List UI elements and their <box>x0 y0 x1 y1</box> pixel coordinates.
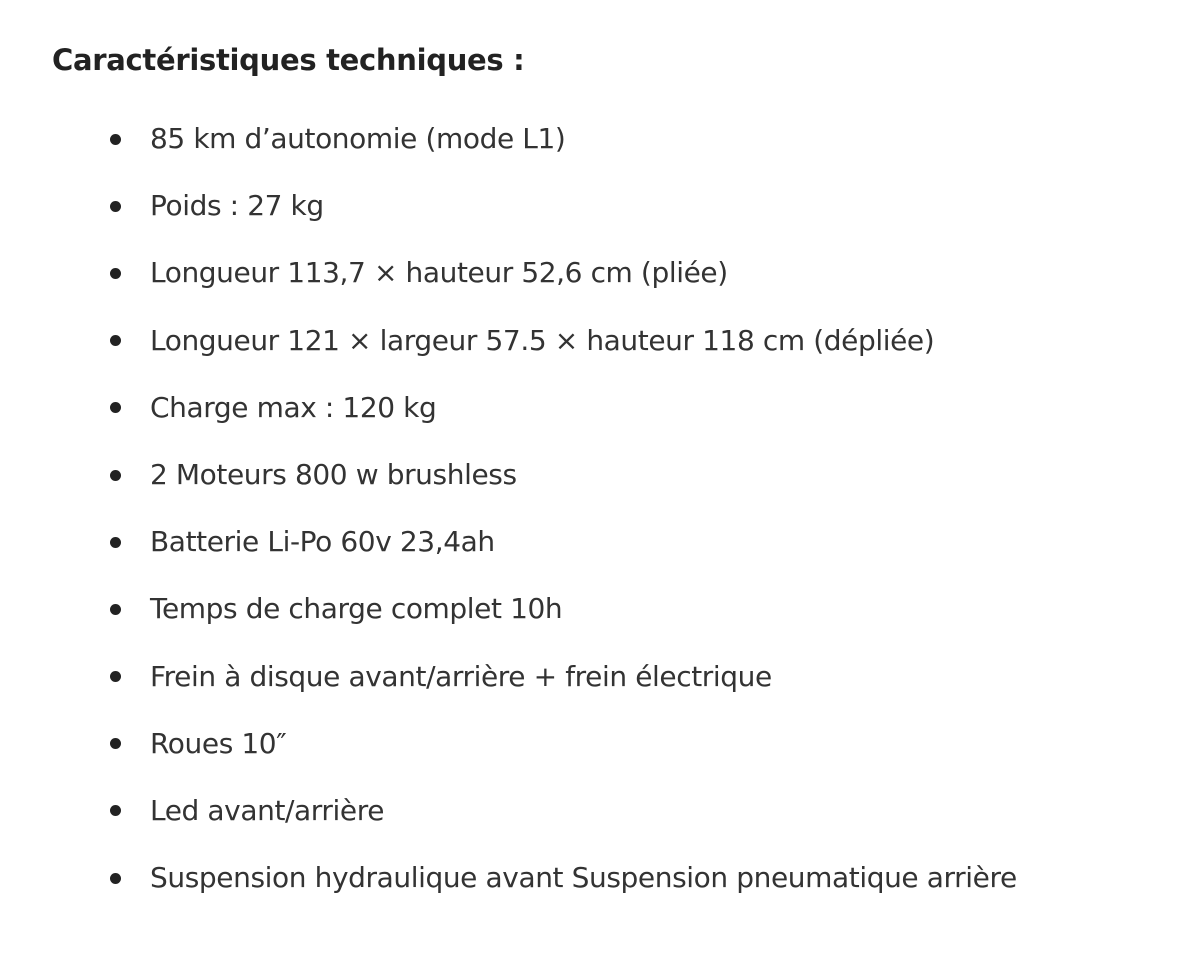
spec-item-text: Temps de charge complet 10h <box>150 592 563 626</box>
bullet-icon <box>110 470 121 481</box>
spec-item-text: 2 Moteurs 800 w brushless <box>150 458 517 492</box>
bullet-icon <box>110 201 121 212</box>
bullet-icon <box>110 604 121 615</box>
spec-item-text: Roues 10″ <box>150 726 287 760</box>
spec-item-lights <box>108 777 1017 844</box>
spec-item-autonomy <box>108 105 1017 172</box>
spec-item-brakes <box>108 643 1017 710</box>
spec-item-text: Batterie Li-Po 60v 23,4ah <box>150 525 495 559</box>
spec-item-max-load <box>108 374 1017 441</box>
spec-list <box>108 105 1017 911</box>
specs-heading: Caractéristiques techniques : <box>52 43 525 77</box>
spec-item-text: Longueur 121 × largeur 57.5 × hauteur 118 cm (dépliée) <box>150 323 935 357</box>
spec-item-text: 85 km d’autonomie (mode L1) <box>150 122 566 156</box>
spec-item-suspension <box>108 844 1017 911</box>
bullet-icon <box>110 873 121 884</box>
technical-specs-section <box>52 38 1162 895</box>
spec-item-text: Poids : 27 kg <box>150 189 324 223</box>
spec-item-weight <box>108 172 1017 239</box>
spec-item-wheels <box>108 710 1017 777</box>
spec-item-text: Longueur 113,7 × hauteur 52,6 cm (pliée) <box>150 256 728 290</box>
spec-item-charge-time <box>108 575 1017 642</box>
spec-item-text: Charge max : 120 kg <box>150 390 437 424</box>
bullet-icon <box>110 537 121 548</box>
spec-item-text: Frein à disque avant/arrière + frein électrique <box>150 659 772 693</box>
spec-item-unfolded-size <box>108 307 1017 374</box>
bullet-icon <box>110 268 121 279</box>
spec-item-motors <box>108 441 1017 508</box>
spec-item-folded-size <box>108 239 1017 306</box>
spec-item-text: Suspension hydraulique avant Suspension pneumatique arrière <box>150 861 1017 895</box>
spec-item-text: Led avant/arrière <box>150 793 385 827</box>
spec-item-battery <box>108 508 1017 575</box>
bullet-icon <box>110 134 121 145</box>
